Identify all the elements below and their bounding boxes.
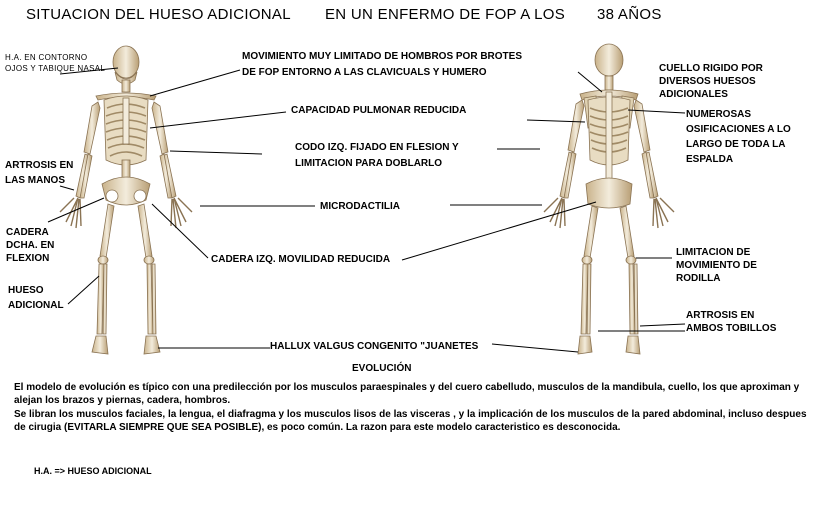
evolucion-paragraph-1: El modelo de evolución es típico con una predilección por los musculos paraespinales y del cuero cabelludo, musculos de la mandibula, cuello, los que aproximan y alejan los brazos y piernas, cadera, hombros. xyxy=(14,382,800,406)
label-cadera-dcha-line1: CADERA xyxy=(6,227,49,238)
evolucion-paragraph-2: Se libran los musculos faciales, la lengua, el diafragma y los musculos lisos de las visceras , y la implicación de los musculos de la pared abdominal, incluso despues de cirugia (EVITARLA SIEMPRE QUE SEA POSIBLE), es poco común. La razon para este modelo caracteristico es desconocida. xyxy=(14,409,807,433)
legend-ha: H.A. => HUESO ADICIONAL xyxy=(34,466,152,476)
back-skeleton xyxy=(544,44,674,354)
label-codo-line2: LIMITACION PARA DOBLARLO xyxy=(295,158,443,169)
label-ha-contorno xyxy=(5,52,105,74)
label-capacidad-pulmonar: CAPACIDAD PULMONAR REDUCIDA xyxy=(291,105,467,116)
label-hallux-valgus: HALLUX VALGUS CONGENITO "JUANETES xyxy=(270,341,479,352)
label-numerosas-line4: ESPALDA xyxy=(686,154,734,165)
label-cadera-dcha-line3: FLEXION xyxy=(6,253,50,264)
title-part2: EN UN ENFERMO DE FOP A LOS xyxy=(325,6,566,23)
title-age: 38 AÑOS xyxy=(597,6,662,23)
label-cadera-dcha xyxy=(6,226,54,265)
label-cuello-line1: CUELLO RIGIDO POR xyxy=(659,63,763,74)
label-movimiento-line1: MOVIMIENTO MUY LIMITADO DE HOMBROS POR BROTES xyxy=(242,51,523,62)
label-cadera-izq: CADERA IZQ. MOVILIDAD REDUCIDA xyxy=(211,254,391,265)
label-artrosis-manos xyxy=(5,159,73,187)
label-artrosis-manos-line2: LAS MANOS xyxy=(5,175,65,186)
label-numerosas-osificaciones xyxy=(686,108,791,166)
label-cuello-rigido xyxy=(659,62,763,101)
label-hueso-line2: ADICIONAL xyxy=(8,300,64,311)
label-hueso-adicional xyxy=(8,284,64,312)
label-numerosas-line1: NUMEROSAS xyxy=(686,109,752,120)
label-codo-line1: CODO IZQ. FIJADO EN FLESION Y xyxy=(295,142,459,153)
label-cadera-dcha-line2: DCHA. EN xyxy=(6,240,55,251)
label-microdactilia: MICRODACTILIA xyxy=(320,201,400,212)
label-movimiento-line2: DE FOP ENTORNO A LAS CLAVICUALS Y HUMERO xyxy=(242,67,487,78)
label-artrosis-tobillos-line1: ARTROSIS EN xyxy=(686,310,755,321)
label-cuello-line3: ADICIONALES xyxy=(659,89,728,100)
label-artrosis-tobillos xyxy=(686,309,776,335)
evolucion-heading: EVOLUCIÓN xyxy=(352,363,412,374)
label-cuello-line2: DIVERSOS HUESOS xyxy=(659,76,756,87)
label-limitacion-line1: LIMITACION DE xyxy=(676,247,751,258)
label-hueso-line1: HUESO xyxy=(8,285,44,296)
front-skeleton xyxy=(60,46,192,354)
label-movimiento-hombros xyxy=(242,50,522,79)
label-numerosas-line3: LARGO DE TODA LA xyxy=(686,139,786,150)
title-part1: SITUACION DEL HUESO ADICIONAL xyxy=(26,6,291,23)
label-limitacion-line2: MOVIMIENTO DE xyxy=(676,260,757,271)
label-codo-izq xyxy=(295,141,459,170)
label-ha-contorno-line1: H.A. EN CONTORNO xyxy=(5,53,88,62)
label-ha-contorno-line2: OJOS Y TABIQUE NASAL xyxy=(5,64,106,73)
label-numerosas-line2: OSIFICACIONES A LO xyxy=(686,124,791,135)
label-limitacion-line3: RODILLA xyxy=(676,273,721,284)
label-artrosis-manos-line1: ARTROSIS EN xyxy=(5,160,74,171)
label-limitacion-rodilla xyxy=(676,246,757,285)
label-artrosis-tobillos-line2: AMBOS TOBILLOS xyxy=(686,323,777,334)
